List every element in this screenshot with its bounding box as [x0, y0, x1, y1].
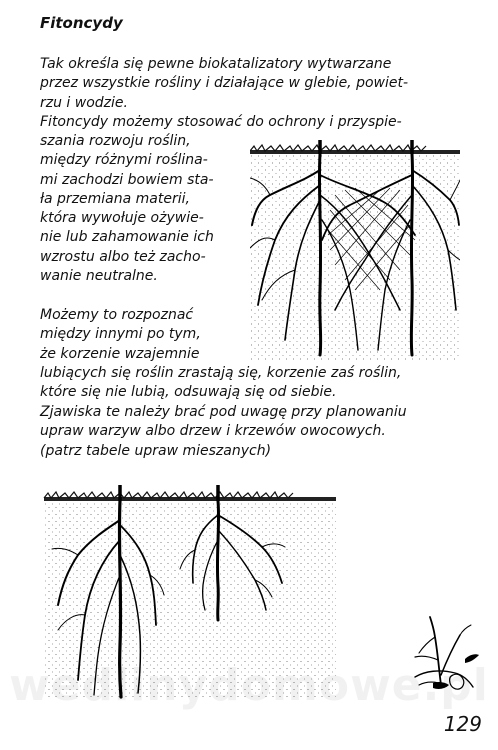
paragraph-recognition-continued	[40, 364, 401, 403]
intertwined-roots-illustration	[250, 140, 460, 362]
text-line: Możemy to rozpoznać	[40, 307, 194, 323]
text-line: między różnymi roślina-	[40, 152, 208, 169]
text-line: szania rozwoju roślin,	[40, 133, 191, 149]
text-line: nie lub zahamowanie ich	[40, 229, 214, 246]
paragraph-usage	[40, 132, 214, 286]
page-heading: Fitoncydy	[40, 14, 123, 32]
text-line: Zjawiska te należy brać pod uwagę przy planowaniu	[40, 404, 407, 420]
text-line: (patrz tabele upraw mieszanych)	[40, 442, 272, 459]
paragraph-usage-first-line	[40, 113, 402, 132]
text-line: Fitoncydy możemy stosować do ochrony i przyspie-	[40, 114, 402, 130]
text-line: Tak określa się pewne biokatalizatory wytwarzane	[40, 56, 392, 72]
page-number: 129	[443, 712, 482, 736]
text-line: mi zachodzi bowiem sta-	[40, 171, 214, 188]
paragraph-recognition	[40, 306, 201, 364]
text-line: które się nie lubią, odsuwają się od siebie.	[40, 384, 337, 401]
text-line: która wywołuje ożywie-	[40, 210, 204, 227]
text-line: rzu i wodzie.	[40, 94, 128, 111]
text-line: upraw warzyw albo drzew i krzewów owocowych.	[40, 423, 386, 440]
text-line: wanie neutralne.	[40, 268, 158, 285]
paragraph-planning	[40, 403, 407, 461]
text-line: że korzenie wzajemnie	[40, 345, 200, 362]
text-line: ła przemiana materii,	[40, 190, 190, 207]
text-line: przez wszystkie rośliny i działające w glebie, powiet-	[40, 75, 409, 92]
text-line: wzrostu albo też zacho-	[40, 248, 206, 265]
text-line: między innymi po tym,	[40, 326, 201, 343]
paragraph-intro	[40, 55, 408, 113]
watermark: wedlinydomowe.pl	[9, 660, 489, 711]
text-line: lubiących się roślin zrastają się, korzenie zaś roślin,	[40, 365, 402, 381]
